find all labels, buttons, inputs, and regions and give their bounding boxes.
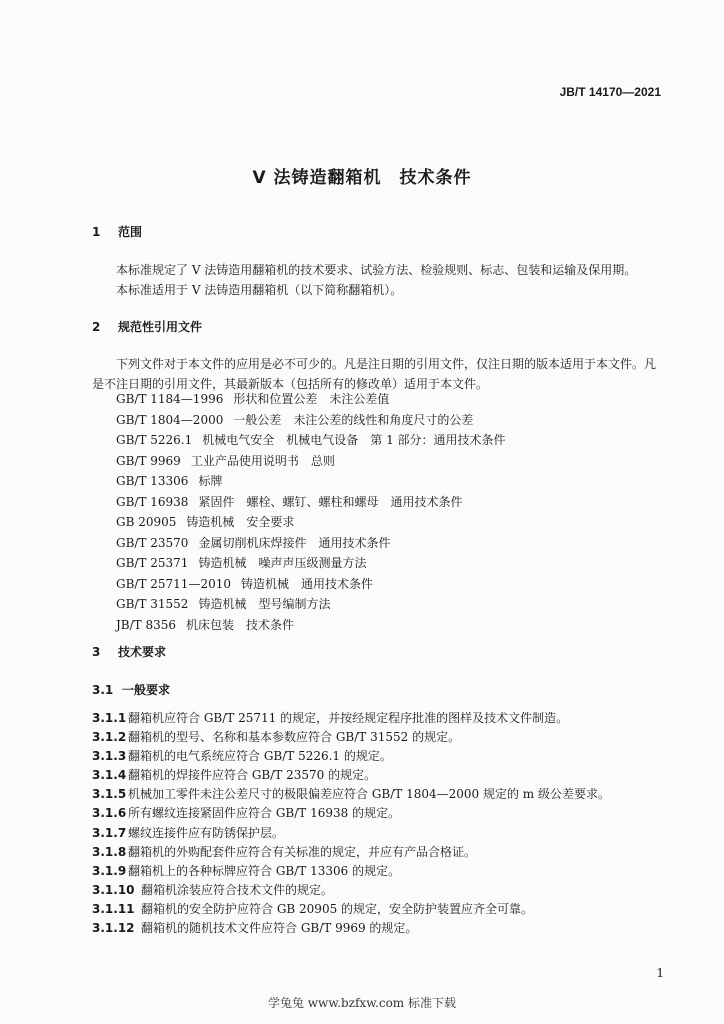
section-2-intro: 下列文件对于本文件的应用是必不可少的。凡是注日期的引用文件，仅注日期的版本适用于本文件。凡是不注日期的引用文件，其最新版本（包括所有的修改单）适用于本文件。 (92, 357, 657, 391)
reference-title: 形状和位置公差 未注公差值 (233, 392, 390, 406)
clause-number: 3.1.12 (92, 921, 135, 936)
reference-code: GB/T 5226.1 (116, 433, 193, 447)
requirement-item (92, 843, 610, 862)
requirement-list (92, 709, 610, 938)
clause-text: 翻箱机涂装应符合技术文件的规定。 (141, 882, 334, 897)
reference-code: GB/T 1804—2000 (116, 412, 224, 427)
reference-title: 工业产品使用说明书 总则 (190, 453, 335, 468)
subsection-3-1-heading (92, 681, 170, 698)
reference-title: 紧固件 螺栓、螺钉、螺柱和螺母 通用技术条件 (198, 494, 463, 509)
clause-text: 螺纹连接件应有防锈保护层。 (128, 825, 285, 840)
requirement-item (92, 785, 610, 804)
reference-title: 机械电气安全 机械电气设备 第 1 部分：通用技术条件 (202, 433, 506, 447)
reference-item (116, 492, 506, 513)
clause-text: 翻箱机的型号、名称和基本参数应符合 GB/T 31552 的规定。 (128, 730, 461, 745)
requirement-item (92, 728, 610, 747)
subsection-title: 一般要求 (122, 683, 171, 697)
reference-title: 机床包装 技术条件 (186, 617, 295, 632)
clause-text: 翻箱机的外购配套件应符合有关标准的规定，并应有产品合格证。 (128, 844, 477, 859)
section-title: 技术要求 (118, 645, 167, 659)
clause-number: 3.1.2 (92, 730, 127, 745)
section-1-heading (92, 223, 142, 240)
section-3-heading (92, 643, 166, 660)
section-2-heading (92, 318, 202, 335)
reference-title: 铸造机械 通用技术条件 (240, 576, 373, 591)
page-number: 1 (656, 966, 664, 980)
reference-code: GB/T 16938 (116, 494, 189, 509)
reference-item (116, 471, 506, 492)
clause-text: 翻箱机的安全防护应符合 GB 20905 的规定，安全防护装置应齐全可靠。 (141, 901, 534, 916)
clause-text: 所有螺纹连接紧固件应符合 GB/T 16938 的规定。 (128, 806, 401, 821)
reference-item (116, 451, 506, 472)
clause-text: 翻箱机的焊接件应符合 GB/T 23570 的规定。 (128, 768, 377, 783)
clause-number: 3.1.6 (92, 806, 127, 821)
clause-number: 3.1.1 (92, 711, 127, 725)
clause-number: 3.1.7 (92, 825, 127, 840)
clause-text: 翻箱机应符合 GB/T 25711 的规定，并按经规定程序批准的图样及技术文件制造。 (128, 711, 569, 725)
watermark-text: 学兔兔 www.bzfxw.com 标准下载 (267, 996, 457, 1010)
reference-code: GB/T 31552 (116, 597, 189, 611)
reference-code: GB/T 25371 (116, 556, 189, 570)
requirement-item (92, 804, 610, 823)
reference-item (116, 512, 506, 533)
clause-number: 3.1.10 (92, 882, 135, 897)
reference-title: 一般公差 未注公差的线性和角度尺寸的公差 (233, 412, 474, 427)
reference-code: GB/T 9969 (116, 453, 181, 468)
reference-title: 铸造机械 型号编制方法 (198, 597, 331, 611)
requirement-item (92, 747, 610, 766)
reference-title: 铸造机械 噪声声压级测量方法 (198, 556, 367, 570)
clause-number: 3.1.4 (92, 768, 127, 783)
reference-code: GB/T 23570 (116, 535, 189, 550)
section-number: 3 (92, 645, 101, 659)
reference-code: GB/T 25711—2010 (116, 576, 231, 591)
clause-text: 翻箱机的电气系统应符合 GB/T 5226.1 的规定。 (128, 749, 392, 764)
reference-code: GB/T 13306 (116, 474, 189, 488)
reference-title: 铸造机械 安全要求 (186, 515, 295, 529)
reference-item (116, 594, 506, 615)
section-1-paragraph-2: 本标准适用于 V 法铸造用翻箱机（以下简称翻箱机）。 (116, 283, 403, 297)
section-number: 2 (92, 320, 101, 334)
requirement-item (92, 881, 610, 900)
reference-code: JB/T 8356 (116, 617, 177, 632)
requirement-item (92, 862, 610, 881)
clause-text: 翻箱机的随机技术文件应符合 GB/T 9969 的规定。 (141, 921, 418, 936)
reference-item (116, 533, 506, 554)
clause-text: 翻箱机上的各种标牌应符合 GB/T 13306 的规定。 (128, 863, 401, 878)
reference-item (116, 389, 506, 410)
reference-item (116, 615, 506, 636)
document-title: V 法铸造翻箱机 技术条件 (252, 168, 472, 188)
clause-number: 3.1.11 (92, 901, 135, 916)
clause-number: 3.1.3 (92, 749, 127, 764)
reference-title: 标牌 (198, 474, 223, 488)
section-1-paragraph-1: 本标准规定了 V 法铸造用翻箱机的技术要求、试验方法、检验规则、标志、包装和运输及保用期。 (116, 263, 637, 277)
section-title: 范围 (118, 225, 143, 239)
reference-item (116, 574, 506, 595)
reference-item (116, 410, 506, 431)
clause-text: 机械加工零件未注公差尺寸的极限偏差应符合 GB/T 1804—2000 规定的 m 级公差要求。 (128, 787, 610, 802)
requirement-item (92, 709, 610, 728)
requirement-item (92, 824, 610, 843)
standard-code: JB/T 14170—2021 (559, 85, 661, 99)
requirement-item (92, 919, 610, 938)
clause-number: 3.1.9 (92, 863, 127, 878)
section-number: 1 (92, 225, 101, 239)
section-title: 规范性引用文件 (118, 320, 203, 334)
clause-number: 3.1.5 (92, 787, 127, 802)
reference-title: 金属切削机床焊接件 通用技术条件 (198, 535, 391, 550)
reference-list (116, 389, 506, 635)
requirement-item (92, 900, 610, 919)
reference-code: GB/T 1184—1996 (116, 392, 224, 406)
clause-number: 3.1.8 (92, 844, 127, 859)
reference-item (116, 553, 506, 574)
requirement-item (92, 766, 610, 785)
subsection-number: 3.1 (92, 683, 114, 697)
reference-item (116, 430, 506, 451)
reference-code: GB 20905 (116, 515, 177, 529)
